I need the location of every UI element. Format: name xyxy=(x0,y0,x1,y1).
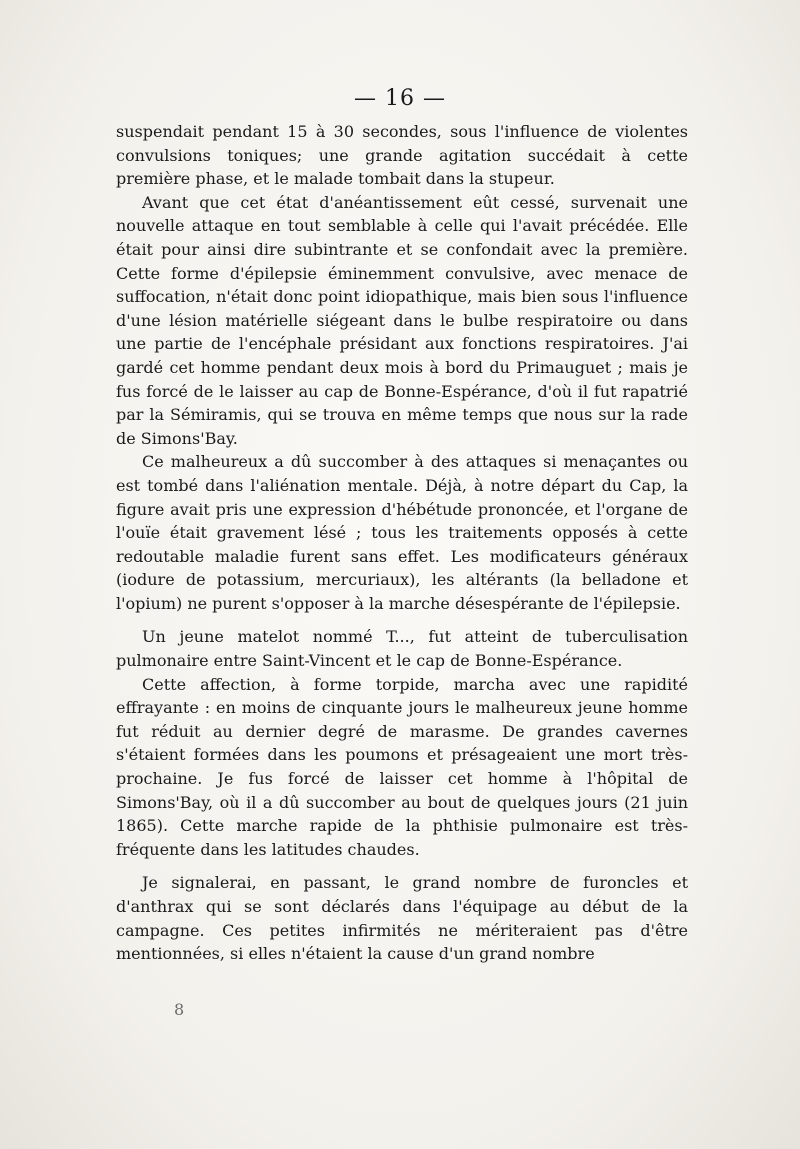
body-text xyxy=(116,120,688,966)
paragraph: suspendait pendant 15 à 30 secondes, sous l'influence de violentes convulsions toniques; une grande agitation succédait à cette première phase, et le malade tombait dans la stupeur. xyxy=(116,122,688,189)
paragraph: Un jeune matelot nommé T..., fut atteint de tuberculisation pulmonaire entre Saint-Vincent et le cap de Bonne-Espérance. xyxy=(116,627,688,671)
page-number: — 16 — xyxy=(354,86,446,111)
paragraph: Avant que cet état d'anéantissement eût cessé, survenait une nouvelle attaque en tout semblable à celle qui l'avait précédée. Elle était pour ainsi dire subintrante et se confondait avec la première. Cette forme d'épilepsie éminemment convulsive, avec menace de suffocation, n'était donc point idiopathique, mais bien sous l'influence d'une lésion matérielle siégeant dans le bulbe respiratoire ou dans une partie de l'encéphale présidant aux fonctions respiratoires. J'ai gardé cet homme pendant deux mois à bord du Primauguet ; mais je fus forcé de le laisser au cap de Bonne-Espérance, d'où il fut rapatrié par la Sémiramis, qui se trouva en même temps que nous sur la rade de Simons'Bay. xyxy=(116,192,688,448)
paragraph: Je signalerai, en passant, le grand nombre de furoncles et d'anthrax qui se sont déclarés dans l'équipage au début de la campagne. Ces petites infirmités ne mériteraient pas d'être mentionnées, si elles n'étaient la cause d'un grand nombre xyxy=(116,873,688,964)
paragraph: Cette affection, à forme torpide, marcha avec une rapidité effrayante : en moins de cinquante jours le malheureux jeune homme fut réduit au dernier degré de marasme. De grandes cavernes s'étaient formées dans les poumons et présageaient une mort très-prochaine. Je fus forcé de laisser cet homme à l'hôpital de Simons'Bay, où il a dû succomber au bout de quelques jours (21 juin 1865). Cette marche rapide de la phthisie pulmonaire est très-fréquente dans les latitudes chaudes. xyxy=(116,674,688,859)
paragraph: Ce malheureux a dû succomber à des attaques si menaçantes ou est tombé dans l'aliénation mentale. Déjà, à notre départ du Cap, la figure avait pris une expression d'hébétude prononcée, et l'organe de l'ouïe était gravement lésé ; tous les traitements opposés à cette redoutable maladie furent sans effet. Les modificateurs généraux (iodure de potassium, mercuriaux), les altérants (la belladone et l'opium) ne purent s'opposer à la marche désespérante de l'épilepsie. xyxy=(116,452,688,613)
signature-mark: 8 xyxy=(174,1000,185,1019)
